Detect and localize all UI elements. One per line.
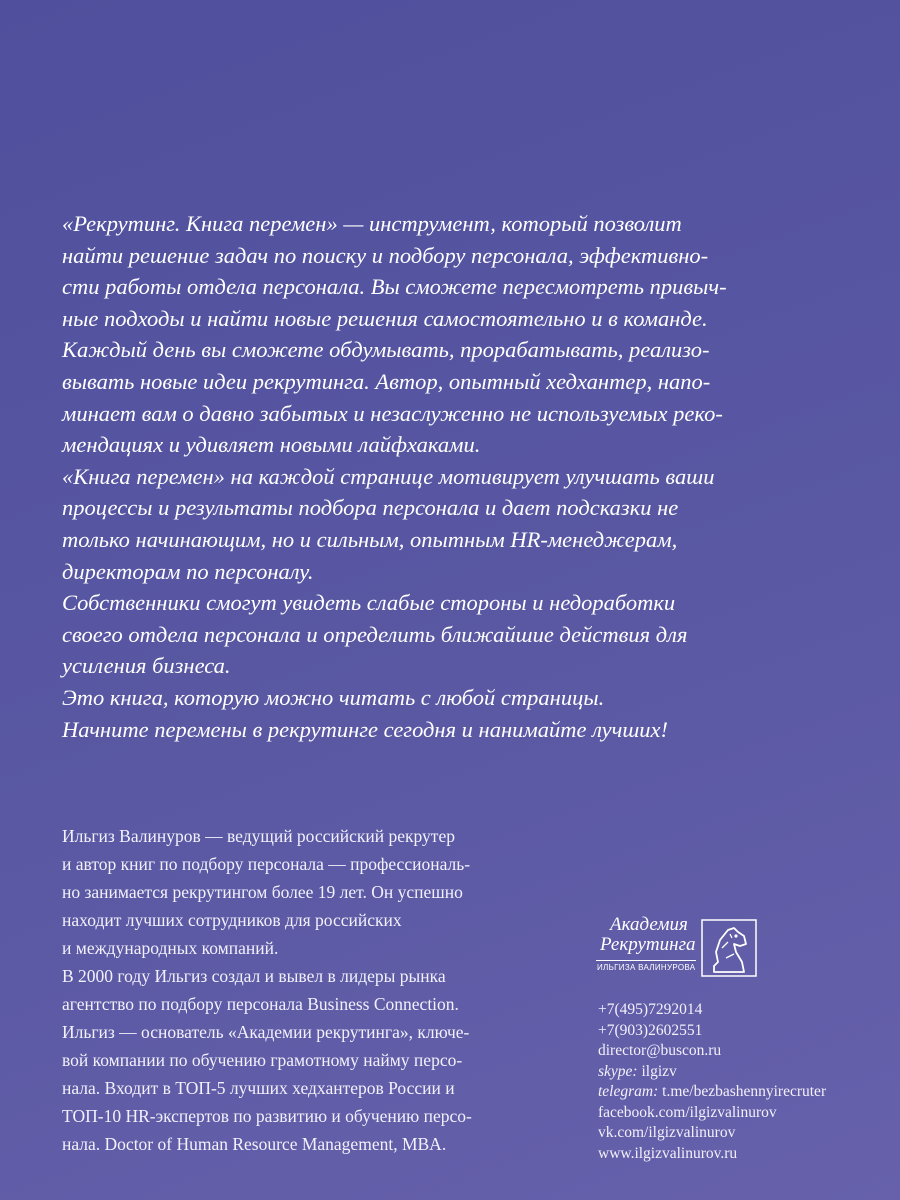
annotation-line: Это книга, которую можно читать с любой страницы. (62, 684, 605, 710)
website-link[interactable]: www.ilgizvalinurov.ru (598, 1144, 738, 1162)
bio-line: и автор книг по подбору персонала — профессиональ- (62, 854, 471, 874)
skype-label: skype: (598, 1062, 638, 1080)
telegram-link[interactable]: t.me/bezbashennyirecruter (662, 1083, 827, 1100)
telegram-row (598, 1082, 898, 1103)
logo-title-line2: Рекрутинга (600, 934, 696, 955)
annotation-line: процессы и результаты подбора персонала и дает подсказки не (62, 495, 679, 521)
skype-value[interactable]: ilgizv (641, 1062, 677, 1080)
author-bio (62, 822, 542, 1158)
annotation-line: «Книга перемен» на каждой странице мотивирует улучшать ваши (62, 463, 715, 489)
vk-link[interactable]: vk.com/ilgizvalinurov (598, 1124, 736, 1141)
bio-line: агентство по подбору персонала Business Connection. (62, 994, 459, 1014)
bio-line: В 2000 году Ильгиз создал и вывел в лидеры рынка (62, 966, 446, 986)
annotation-line: минает вам о давно забытых и незаслуженно не используемых реко- (62, 400, 723, 426)
annotation-line: найти решение задач по поиску и подбору персонала, эффективно- (62, 242, 709, 268)
bio-line: но занимается рекрутингом более 19 лет. Он успешно (62, 882, 463, 902)
bio-line: и международных компаний. (62, 938, 279, 958)
annotation-line: усиления бизнеса. (62, 653, 231, 679)
annotation-line: Начните перемены в рекрутинге сегодня и нанимайте лучших! (62, 716, 669, 742)
bio-line: Ильгиз Валинуров — ведущий российский рекрутер (62, 826, 455, 846)
logo-divider (596, 960, 696, 961)
contacts-block (598, 1000, 898, 1164)
bio-line: ТОП-10 HR-экспертов по развитию и обучению персо- (62, 1106, 472, 1126)
academy-logo (596, 914, 766, 984)
annotation-line: мендациях и удивляет новыми лайфхаками. (62, 432, 481, 458)
annotation-line: своего отдела персонала и определить ближайшие действия для (62, 621, 688, 647)
skype-row (598, 1062, 898, 1083)
telegram-label: telegram: (598, 1083, 659, 1100)
logo-subtitle: ИЛЬГИЗА ВАЛИНУРОВА (597, 963, 696, 972)
bio-line: вой компании по обучению грамотному найму персо- (62, 1050, 463, 1070)
book-annotation (62, 208, 802, 745)
phone-1[interactable]: +7(495)7292014 (598, 1001, 703, 1018)
bio-line: нала. Doctor of Human Resource Management, MBA. (62, 1134, 447, 1154)
chess-knight-icon (700, 918, 758, 978)
bio-line: Ильгиз — основатель «Академии рекрутинга», ключе- (62, 1022, 470, 1042)
annotation-line: Собственники смогут увидеть слабые стороны и недоработки (62, 590, 676, 616)
annotation-line: вывать новые идеи рекрутинга. Автор, опытный хедхантер, напо- (62, 368, 711, 394)
logo-title-line1: Академия (610, 914, 688, 935)
bio-line: нала. Входит в ТОП-5 лучших хедхантеров России и (62, 1078, 455, 1098)
facebook-link[interactable]: facebook.com/ilgizvalinurov (598, 1103, 777, 1121)
annotation-line: Каждый день вы сможете обдумывать, прорабатывать, реализо- (62, 337, 710, 363)
annotation-line: сти работы отдела персонала. Вы сможете пересмотреть привыч- (62, 274, 727, 300)
annotation-line: только начинающим, но и сильным, опытным HR-менеджерам, (62, 526, 678, 552)
email-link[interactable]: director@buscon.ru (598, 1042, 722, 1059)
annotation-line: «Рекрутинг. Книга перемен» — инструмент, который позволит (62, 211, 682, 236)
bio-line: находит лучших сотрудников для российских (62, 910, 402, 930)
annotation-line: ные подходы и найти новые решения самостоятельно и в команде. (62, 305, 708, 331)
annotation-line: директорам по персоналу. (62, 558, 314, 584)
phone-2[interactable]: +7(903)2602551 (598, 1021, 703, 1039)
